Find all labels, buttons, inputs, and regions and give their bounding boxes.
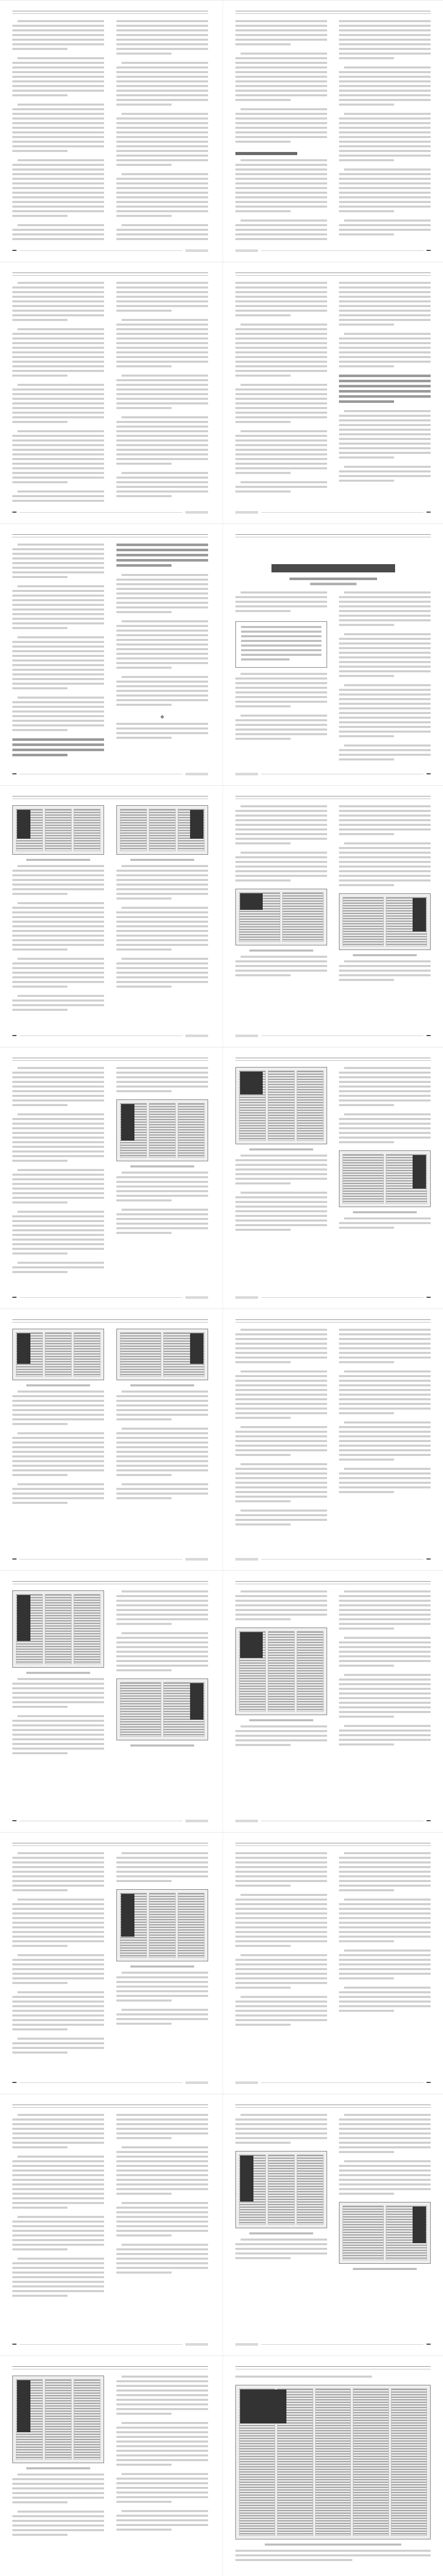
newspaper-clipping-image bbox=[116, 1679, 208, 1740]
page-header-rule bbox=[12, 1058, 208, 1061]
figure-caption bbox=[265, 2544, 401, 2546]
text-column bbox=[235, 282, 327, 503]
page-number bbox=[12, 2082, 16, 2083]
page-footer bbox=[235, 2341, 431, 2348]
page-number bbox=[427, 2344, 431, 2345]
page-header-rule bbox=[12, 273, 208, 276]
page bbox=[0, 2356, 220, 2576]
figure-caption bbox=[353, 954, 417, 956]
article-title bbox=[261, 551, 405, 562]
newspaper-clipping-image bbox=[339, 893, 431, 950]
figure-caption bbox=[249, 1719, 314, 1721]
page bbox=[0, 524, 220, 786]
newspaper-clipping-image bbox=[339, 2202, 431, 2264]
text-column bbox=[12, 282, 104, 503]
footer-rule bbox=[261, 250, 423, 251]
newspaper-clipping-image bbox=[235, 2385, 431, 2539]
page bbox=[223, 2094, 443, 2356]
figure-caption bbox=[249, 950, 314, 952]
figure-caption bbox=[353, 2268, 417, 2270]
figure-caption bbox=[26, 859, 91, 861]
figure-caption bbox=[26, 1672, 91, 1674]
page-body bbox=[235, 2376, 431, 2576]
newspaper-clipping-image bbox=[235, 1628, 327, 1715]
footer-journal-name bbox=[235, 1035, 258, 1037]
page-header-rule bbox=[235, 1319, 431, 1323]
page-footer bbox=[235, 1294, 431, 1301]
page bbox=[0, 1833, 220, 2094]
text-column bbox=[235, 1067, 327, 1289]
footer-journal-name bbox=[185, 1296, 208, 1299]
text-column bbox=[339, 2114, 431, 2335]
newspaper-clipping-image bbox=[235, 2151, 327, 2228]
newspaper-clipping-image bbox=[12, 1329, 104, 1380]
text-column bbox=[339, 1590, 431, 1812]
footer-rule bbox=[20, 250, 182, 251]
footer-rule bbox=[20, 2344, 182, 2345]
figure-caption bbox=[130, 1165, 195, 1167]
text-column bbox=[235, 2114, 327, 2335]
page-footer bbox=[12, 247, 208, 254]
text-column bbox=[116, 1067, 208, 1289]
section-heading bbox=[235, 152, 297, 155]
footer-journal-name bbox=[235, 773, 258, 775]
figure-caption bbox=[26, 1384, 91, 1386]
footer-rule bbox=[261, 2082, 423, 2083]
page-header-rule bbox=[235, 534, 431, 537]
page-body bbox=[235, 1329, 431, 1550]
page-footer bbox=[235, 770, 431, 777]
page-footer bbox=[235, 1555, 431, 1563]
page bbox=[223, 1833, 443, 2094]
text-column bbox=[235, 1329, 327, 1550]
page-number bbox=[427, 1820, 431, 1821]
spread-1 bbox=[0, 0, 443, 262]
page bbox=[0, 1571, 220, 1833]
text-column bbox=[12, 2114, 104, 2335]
page-footer bbox=[12, 770, 208, 777]
footer-journal-name bbox=[185, 2081, 208, 2084]
page-number bbox=[427, 250, 431, 251]
page-header-rule bbox=[235, 796, 431, 799]
spread-5 bbox=[0, 1047, 443, 1309]
figure-caption bbox=[130, 859, 195, 861]
text-column bbox=[116, 1590, 208, 1812]
page-header-rule bbox=[235, 11, 431, 14]
page-body bbox=[12, 1067, 208, 1289]
text-column bbox=[116, 544, 208, 765]
page-footer bbox=[12, 1555, 208, 1563]
page-footer bbox=[12, 509, 208, 516]
figure-caption bbox=[26, 2467, 91, 2469]
page-body bbox=[235, 2114, 431, 2335]
page bbox=[223, 1309, 443, 1571]
newspaper-clipping-image bbox=[235, 889, 327, 945]
footer-journal-name bbox=[235, 2081, 258, 2084]
text-column bbox=[339, 1067, 431, 1289]
page bbox=[0, 2094, 220, 2356]
footer-journal-name bbox=[185, 511, 208, 514]
page-body bbox=[12, 1329, 208, 1550]
page bbox=[223, 262, 443, 524]
page bbox=[0, 1047, 220, 1309]
spread-10 bbox=[0, 2355, 443, 2576]
footer-rule bbox=[261, 512, 423, 513]
page-body bbox=[12, 1852, 208, 2074]
page-number bbox=[427, 773, 431, 774]
footer-journal-name bbox=[185, 2343, 208, 2346]
text-column bbox=[235, 591, 327, 765]
spread-2 bbox=[0, 262, 443, 523]
page-body bbox=[12, 282, 208, 503]
page-body bbox=[235, 805, 431, 1027]
page-body bbox=[12, 1590, 208, 1812]
page-number bbox=[12, 1820, 16, 1821]
page-number bbox=[427, 512, 431, 513]
newspaper-clipping-image bbox=[12, 2376, 104, 2463]
spread-3 bbox=[0, 523, 443, 785]
footer-rule bbox=[20, 512, 182, 513]
page bbox=[0, 786, 220, 1047]
newspaper-clipping-image bbox=[235, 1067, 327, 1144]
figure-caption bbox=[130, 1965, 195, 1968]
text-column bbox=[235, 20, 327, 242]
page-footer bbox=[235, 247, 431, 254]
page-header-rule bbox=[12, 11, 208, 14]
article-subtitle bbox=[289, 578, 377, 580]
page bbox=[0, 1309, 220, 1571]
text-column bbox=[339, 805, 431, 1027]
footer-journal-name bbox=[235, 511, 258, 514]
page-header-rule bbox=[12, 796, 208, 799]
page-header-rule bbox=[235, 2105, 431, 2108]
page-body bbox=[235, 282, 431, 503]
chapter-opener-page bbox=[223, 524, 443, 786]
page-number bbox=[12, 1035, 16, 1036]
page-body bbox=[12, 544, 208, 765]
page-footer bbox=[235, 509, 431, 516]
newspaper-clipping-image bbox=[116, 1329, 208, 1380]
text-column bbox=[339, 282, 431, 503]
spread-4 bbox=[0, 785, 443, 1047]
text-column bbox=[12, 544, 104, 765]
page bbox=[223, 1047, 443, 1309]
footer-rule bbox=[20, 1559, 182, 1560]
page bbox=[0, 262, 220, 524]
page-body bbox=[12, 805, 208, 1027]
article-author bbox=[310, 583, 356, 585]
footer-journal-name bbox=[235, 2343, 258, 2346]
page-footer bbox=[12, 1294, 208, 1301]
text-column bbox=[116, 1852, 208, 2074]
page-body bbox=[235, 544, 431, 765]
page-body bbox=[235, 1590, 431, 1812]
footer-journal-name bbox=[185, 1820, 208, 1822]
text-column bbox=[339, 1329, 431, 1550]
page-number bbox=[427, 1558, 431, 1560]
page-header-rule bbox=[12, 2105, 208, 2108]
footer-journal-name bbox=[185, 773, 208, 775]
page-header-rule bbox=[235, 273, 431, 276]
article-header bbox=[235, 544, 431, 585]
newspaper-clipping-image bbox=[116, 1889, 208, 1961]
page-body bbox=[12, 20, 208, 242]
text-column bbox=[235, 1590, 327, 1812]
abstract-box bbox=[235, 621, 327, 668]
text-column bbox=[116, 20, 208, 242]
page-footer bbox=[12, 2079, 208, 2086]
footer-rule bbox=[261, 2344, 423, 2345]
text-column bbox=[12, 1067, 104, 1289]
text-column bbox=[235, 805, 327, 1027]
page bbox=[223, 1, 443, 262]
footer-rule bbox=[20, 2082, 182, 2083]
article-title-mark bbox=[271, 564, 395, 572]
page-header-rule bbox=[12, 2366, 208, 2369]
newspaper-clipping-image bbox=[12, 1590, 104, 1668]
footer-rule bbox=[261, 1297, 423, 1298]
page-body bbox=[12, 2376, 208, 2576]
footer-journal-name bbox=[185, 1558, 208, 1561]
footer-journal-name bbox=[235, 1296, 258, 1299]
page-number bbox=[12, 512, 16, 513]
spread-7 bbox=[0, 1570, 443, 1832]
footer-journal-name bbox=[185, 249, 208, 252]
page bbox=[0, 1, 220, 262]
page-footer bbox=[235, 1817, 431, 1824]
text-column bbox=[116, 1329, 208, 1550]
text-column bbox=[12, 2376, 104, 2576]
text-column bbox=[12, 20, 104, 242]
newspaper-clipping-image bbox=[339, 1150, 431, 1207]
text-column bbox=[12, 805, 104, 1027]
page-number bbox=[12, 2344, 16, 2345]
text-column bbox=[235, 1852, 327, 2074]
page bbox=[223, 2356, 443, 2576]
page-header-rule bbox=[235, 1581, 431, 1584]
page-header-rule bbox=[12, 534, 208, 537]
spread-9 bbox=[0, 2094, 443, 2355]
section-separator: ◆ bbox=[160, 714, 164, 720]
figure-caption bbox=[130, 1744, 195, 1747]
text-column bbox=[116, 805, 208, 1027]
figure-caption bbox=[249, 1148, 314, 1150]
page-header-rule bbox=[12, 1581, 208, 1584]
spread-6 bbox=[0, 1309, 443, 1570]
text-column bbox=[339, 1852, 431, 2074]
page-body bbox=[12, 2114, 208, 2335]
newspaper-clipping-image bbox=[116, 1099, 208, 1161]
footer-journal-name bbox=[235, 249, 258, 252]
page-header-rule bbox=[235, 2366, 431, 2369]
page-body bbox=[235, 20, 431, 242]
text-column bbox=[116, 2114, 208, 2335]
page-header-rule bbox=[235, 1843, 431, 1846]
page-footer bbox=[12, 2341, 208, 2348]
figure-caption bbox=[353, 1211, 417, 1213]
page-footer bbox=[12, 1032, 208, 1039]
footer-rule bbox=[261, 1559, 423, 1560]
newspaper-clipping-image bbox=[12, 805, 104, 855]
figure-caption bbox=[249, 2232, 314, 2234]
text-column bbox=[12, 1329, 104, 1550]
footer-journal-name bbox=[185, 1035, 208, 1037]
text-column bbox=[339, 20, 431, 242]
page-number bbox=[12, 250, 16, 251]
footer-rule bbox=[20, 1297, 182, 1298]
footer-journal-name bbox=[235, 1820, 258, 1822]
page-header-rule bbox=[12, 1319, 208, 1323]
page-number bbox=[427, 1035, 431, 1036]
spread-8 bbox=[0, 1832, 443, 2094]
page bbox=[223, 1571, 443, 1833]
page-body bbox=[235, 1852, 431, 2074]
page-number bbox=[427, 1297, 431, 1298]
page-number bbox=[12, 1297, 16, 1298]
text-column bbox=[116, 282, 208, 503]
page-footer bbox=[12, 1817, 208, 1824]
text-column bbox=[339, 591, 431, 765]
page-body bbox=[235, 1067, 431, 1289]
text-column bbox=[116, 2376, 208, 2576]
page-number bbox=[427, 2082, 431, 2083]
footer-journal-name bbox=[235, 1558, 258, 1561]
newspaper-clipping-image bbox=[116, 805, 208, 855]
page-footer bbox=[235, 2079, 431, 2086]
text-column bbox=[12, 1852, 104, 2074]
page-number bbox=[12, 1558, 16, 1560]
figure-caption bbox=[130, 1384, 195, 1386]
page-header-rule bbox=[12, 1843, 208, 1846]
page-number bbox=[12, 773, 16, 774]
text-column bbox=[12, 1590, 104, 1812]
page-header-rule bbox=[235, 1058, 431, 1061]
page-footer bbox=[235, 1032, 431, 1039]
page bbox=[223, 786, 443, 1047]
